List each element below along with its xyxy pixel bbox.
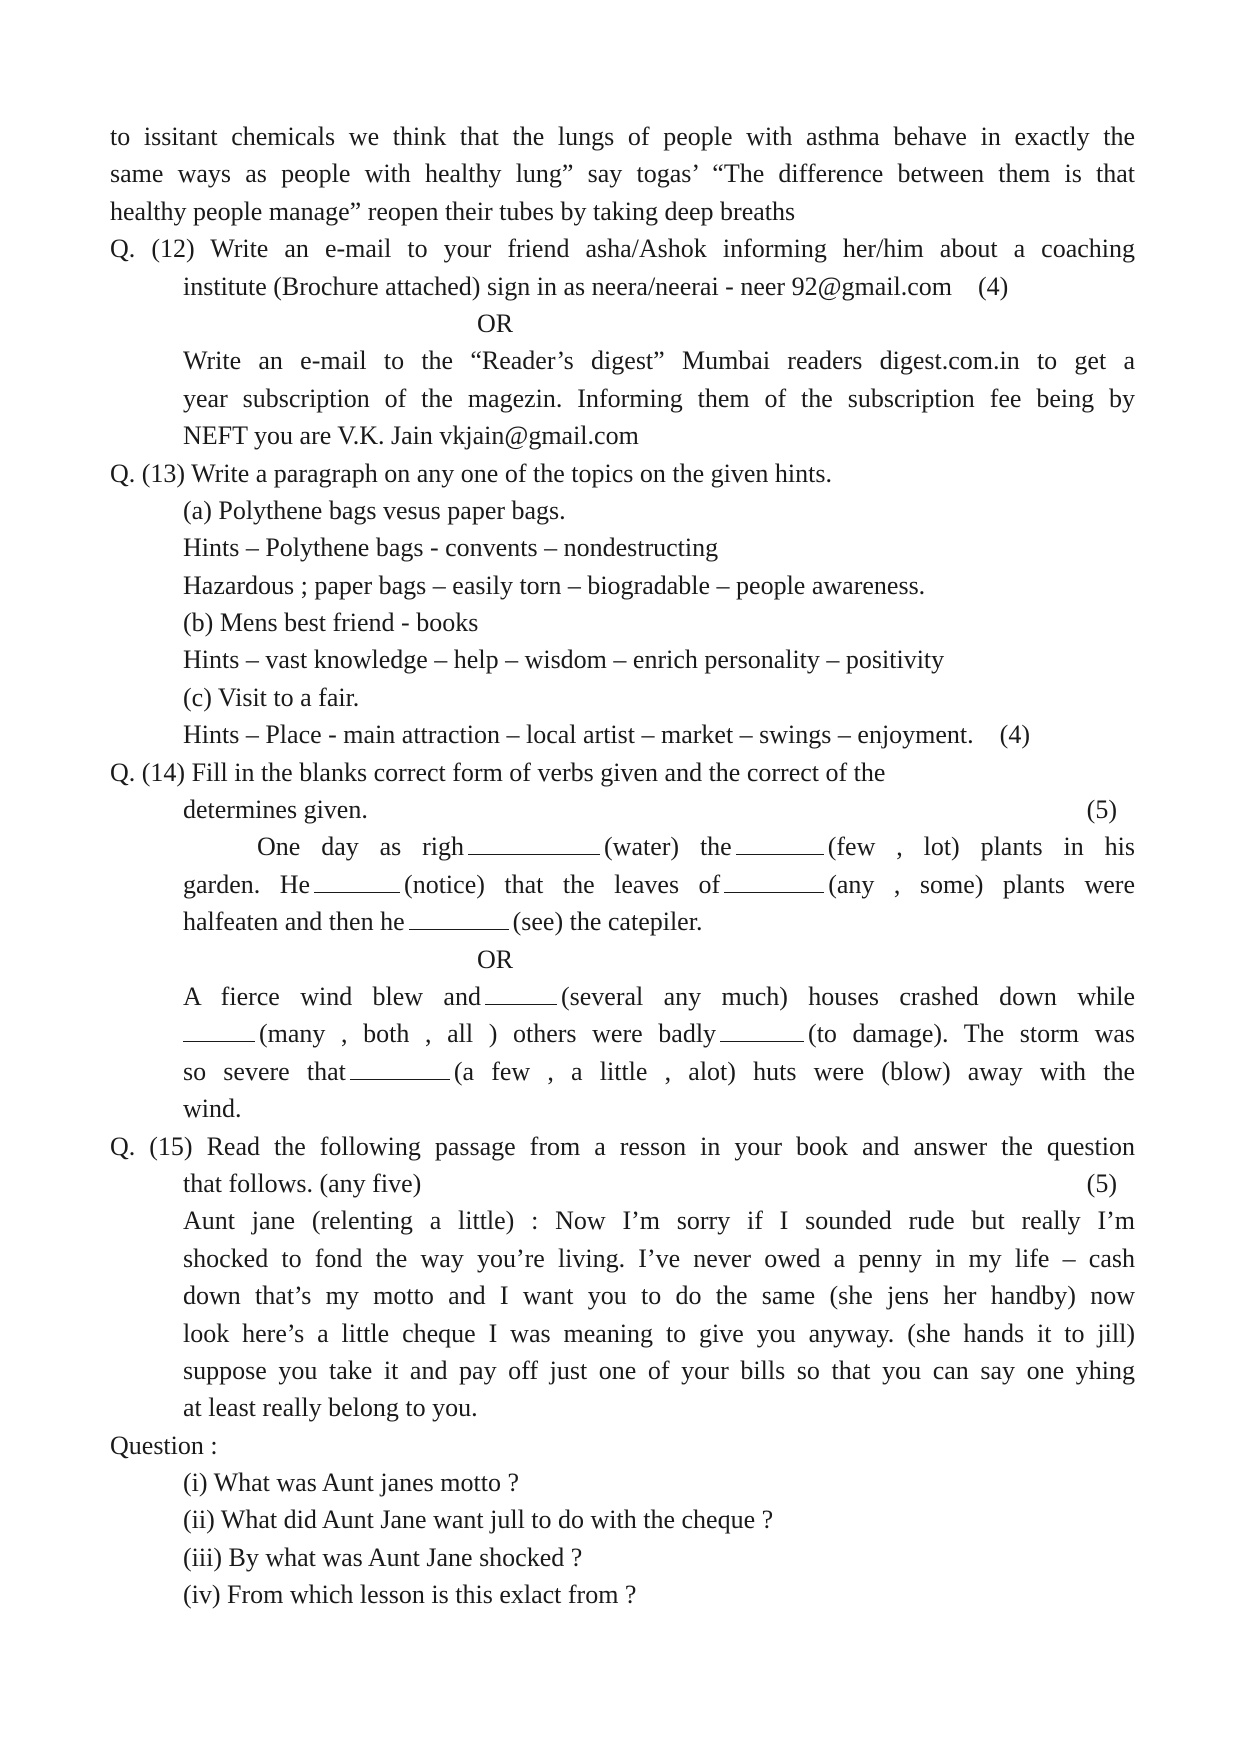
question-14-line bbox=[110, 791, 1135, 828]
question-12-line bbox=[110, 268, 1135, 305]
topic-c-title: (c) Visit to a fair. bbox=[183, 682, 360, 712]
question-15-text: that follows. (any five) bbox=[183, 1168, 422, 1198]
passage-line: healthy people manage” reopen their tubes by taking deep breaths bbox=[110, 196, 796, 226]
question-12-text: institute (Brochure attached) sign in as neera/neerai - neer 92@gmail.com bbox=[183, 271, 952, 301]
question-14-text: determines given. bbox=[183, 795, 368, 825]
or-separator: OR bbox=[477, 944, 514, 974]
question-12-alt-line: NEFT you are V.K. Jain vkjain@gmail.com bbox=[183, 421, 639, 451]
fill-blank-alt-line: wind. bbox=[183, 1094, 242, 1124]
topic-a-title: (a) Polythene bags vesus paper bags. bbox=[183, 495, 566, 525]
question-14-line: Q. (14) Fill in the blanks correct form of verbs given and the correct of the bbox=[110, 757, 886, 787]
or-separator: OR bbox=[477, 308, 514, 338]
extract-line: suppose you take it and pay off just one of your bills so that you can say one yhing bbox=[183, 1355, 1135, 1385]
fill-blank-line: halfeaten and then he (see) the catepiler. bbox=[183, 907, 703, 937]
question-12-marks: (4) bbox=[977, 271, 1009, 301]
topic-c-hints: Hints – Place - main attraction – local artist – market – swings – enjoyment. bbox=[183, 720, 974, 750]
extract-line: down that’s my motto and I want you to do the same (she jens her handby) now bbox=[183, 1281, 1135, 1311]
topic-a-hints: Hints – Polythene bags - convents – nondestructing bbox=[183, 533, 719, 563]
exam-page bbox=[110, 118, 1135, 1614]
blank bbox=[183, 1017, 255, 1042]
question-12-alt-line: year subscription of the magezin. Informing them of the subscription fee being by bbox=[183, 383, 1135, 413]
extract-line: shocked to fond the way you’re living. I’ve never owed a penny in my life – cash bbox=[183, 1243, 1135, 1273]
fill-blank-alt-line: A fierce wind blew and (several any much) houses crashed down while bbox=[183, 981, 1135, 1011]
extract-line: look here’s a little cheque I was meaning to give you anyway. (she hands it to jill) bbox=[183, 1318, 1135, 1348]
blank bbox=[350, 1055, 450, 1080]
fill-blank-alt-line: so severe that (a few , a little , alot) huts were (blow) away with the bbox=[183, 1056, 1135, 1086]
passage-line: to issitant chemicals we think that the lungs of people with asthma behave in exactly the bbox=[110, 122, 1135, 151]
blank bbox=[736, 830, 824, 855]
question-15-line bbox=[110, 1165, 1135, 1202]
sub-question: (iv) From which lesson is this exlact from ? bbox=[183, 1580, 637, 1610]
question-14-marks: (5) bbox=[1086, 795, 1117, 825]
topic-c-hints-line bbox=[110, 716, 1135, 753]
sub-question: (ii) What did Aunt Jane want jull to do with the cheque ? bbox=[183, 1505, 774, 1535]
fill-blank-line: garden. He (notice) that the leaves of (any , some) plants were bbox=[183, 869, 1135, 899]
topic-b-hints: Hints – vast knowledge – help – wisdom – enrich personality – positivity bbox=[183, 645, 945, 675]
blank bbox=[314, 868, 400, 893]
extract-line: Aunt jane (relenting a little) : Now I’m sorry if I sounded rude but really I’m bbox=[183, 1206, 1135, 1236]
question-15-marks: (5) bbox=[1086, 1168, 1117, 1198]
blank bbox=[468, 830, 600, 855]
extract-line: at least really belong to you. bbox=[183, 1393, 478, 1423]
blank bbox=[724, 868, 824, 893]
passage-line: same ways as people with healthy lung” say togas’ “The difference between them is that bbox=[110, 159, 1135, 189]
topic-a-hints: Hazardous ; paper bags – easily torn – biogradable – people awareness. bbox=[183, 570, 926, 600]
question-15-line: Q. (15) Read the following passage from a resson in your book and answer the question bbox=[110, 1131, 1135, 1161]
fill-blank-line: One day as righ (water) the (few , lot) plants in his bbox=[257, 832, 1135, 862]
fill-blank-alt-line: (many , both , all ) others were badly (to damage). The storm was bbox=[110, 1015, 1135, 1052]
sub-question: (i) What was Aunt janes motto ? bbox=[183, 1468, 520, 1498]
blank bbox=[485, 980, 557, 1005]
sub-question: (iii) By what was Aunt Jane shocked ? bbox=[183, 1542, 583, 1572]
blank bbox=[409, 905, 509, 930]
blank bbox=[720, 1017, 804, 1042]
question-13-marks: (4) bbox=[999, 720, 1030, 750]
question-13-line: Q. (13) Write a paragraph on any one of the topics on the given hints. bbox=[110, 458, 832, 488]
question-12-alt-line: Write an e-mail to the “Reader’s digest” Mumbai readers digest.com.in to get a bbox=[183, 346, 1135, 376]
question-12-line: Q. (12) Write an e-mail to your friend asha/Ashok informing her/him about a coaching bbox=[110, 234, 1135, 264]
question-label: Question : bbox=[110, 1430, 218, 1460]
topic-b-title: (b) Mens best friend - books bbox=[183, 608, 479, 638]
